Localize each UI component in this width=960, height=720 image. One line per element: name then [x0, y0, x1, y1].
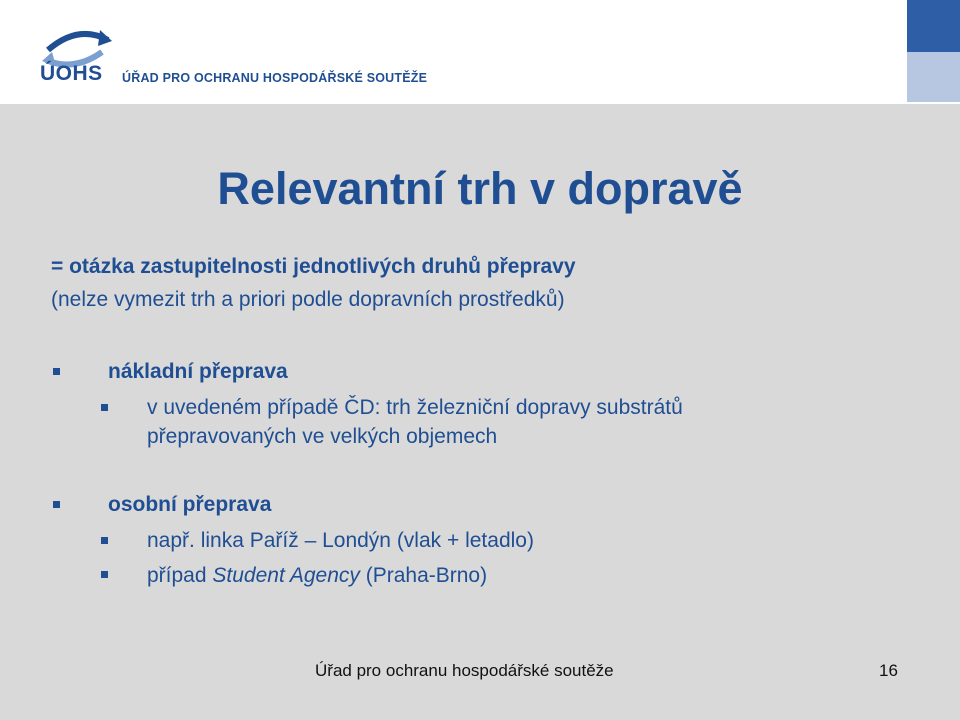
bullet-square-icon — [53, 501, 60, 508]
bullet-label: nákladní přeprava — [108, 360, 288, 383]
header — [0, 0, 960, 104]
slide-title: Relevantní trh v dopravě — [217, 163, 743, 214]
sub-bullet-text: např. linka Paříž – Londýn (vlak + letadlo) — [147, 529, 534, 552]
sub-bullet-square-icon — [101, 404, 108, 411]
corner-decoration-light — [907, 52, 960, 102]
intro-line-1: = otázka zastupitelnosti jednotlivých druhů přepravy — [51, 255, 576, 278]
sub-bullet-square-icon — [101, 537, 108, 544]
bullet-square-icon — [53, 368, 60, 375]
case-suffix: (Praha-Brno) — [359, 564, 488, 587]
case-prefix: případ — [147, 564, 213, 587]
logo-subtitle: ÚŘAD PRO OCHRANU HOSPODÁŘSKÉ SOUTĚŽE — [122, 71, 428, 85]
sub-bullet-text: přepravovaných ve velkých objemech — [147, 425, 498, 448]
footer-text: Úřad pro ochranu hospodářské soutěže — [315, 661, 614, 680]
case-name: Student Agency — [212, 564, 360, 587]
logo-word: ÚOHS — [40, 62, 103, 85]
sub-bullet-text — [147, 564, 487, 588]
sub-bullet-text: v uvedeném případě ČD: trh železniční dopravy substrátů — [147, 396, 683, 419]
corner-decoration-dark — [907, 0, 960, 52]
page-number: 16 — [879, 661, 898, 680]
intro-line-2: (nelze vymezit trh a priori podle dopravních prostředků) — [51, 288, 565, 311]
sub-bullet-square-icon — [101, 571, 108, 578]
bullet-label: osobní přeprava — [108, 493, 272, 516]
